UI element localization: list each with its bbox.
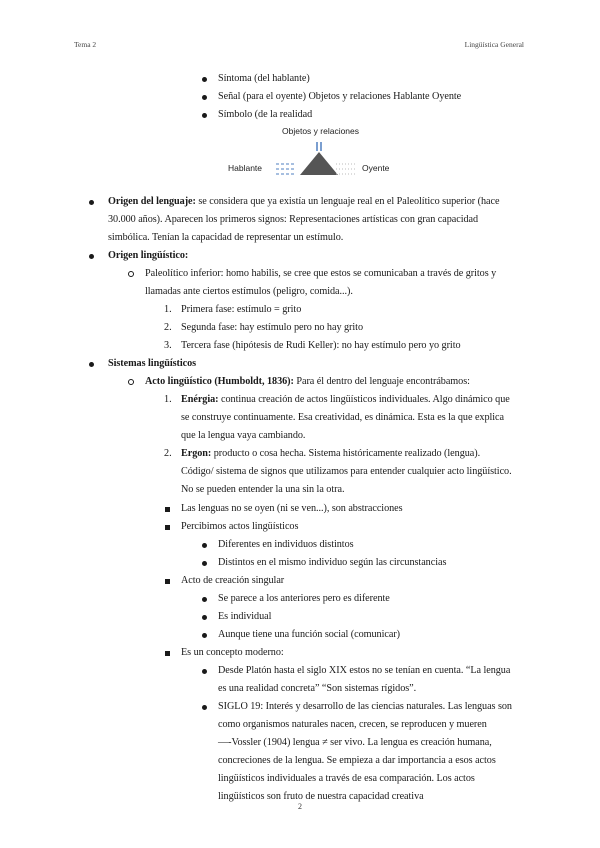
percibimos: Percibimos actos lingüísticos (181, 521, 299, 532)
acto-title: Acto lingüístico (Humboldt, 1836): (145, 376, 294, 387)
moderno-item2-line-6: lingüísticos son fruto de nuestra capacidad creativa (218, 791, 424, 802)
bullet-icon (89, 254, 94, 259)
acto-line (145, 373, 470, 391)
origen-linguistico-title-text: Origen lingüístico: (108, 250, 189, 261)
square-bullet-icon (165, 651, 170, 656)
moderno-item2-line-2: como organismos naturales nacen, crecen, se reproducen y mueren (218, 719, 487, 730)
creacion-item-2: Es individual (218, 611, 272, 622)
bullet-icon (89, 362, 94, 367)
moderno-item2-line-5: lingüísticos individuales a través de esa comparación. Los actos (218, 773, 475, 784)
energia-line-3: que la lengua vaya cambiando. (181, 430, 306, 441)
ergon-line-3: No se pueden entender la una sin la otra. (181, 484, 345, 495)
moderno-item2-line-1: SIGLO 19: Interés y desarrollo de las ciencias naturales. Las lenguas son (218, 701, 512, 712)
bullet-icon (202, 561, 207, 566)
phase-text: Segunda fase: hay estímulo pero no hay grito (181, 322, 363, 333)
circle-bullet-icon (128, 271, 134, 277)
square-bullet-icon (165, 579, 170, 584)
bullet-icon (202, 113, 207, 118)
circle-bullet-icon (128, 379, 134, 385)
origen-linguistico-title (108, 247, 188, 265)
bullet-icon (202, 95, 207, 100)
bullet-icon (202, 615, 207, 620)
diagram-triangle (224, 122, 404, 182)
energia-text: continua creación de actos lingüísticos individuales. Algo dinámico que (218, 394, 510, 405)
bullet-icon (202, 669, 207, 674)
sistemas-title-text: Sistemas lingüísticos (108, 358, 197, 369)
ergon-label: Ergon: (181, 448, 212, 459)
diagram (224, 122, 404, 182)
creacion: Acto de creación singular (181, 575, 285, 586)
sistemas-title (108, 355, 196, 373)
ergon-num: 2. (164, 448, 172, 459)
moderno-item2-line-3: —-Vossler (1904) lengua ≠ ser vivo. La lengua es creación humana, (218, 737, 492, 748)
phase-text: Tercera fase (hipótesis de Rudi Keller): no hay estímulo pero yo grito (181, 340, 461, 351)
ergon-line-1 (181, 445, 480, 463)
origen-linguistico-sub-1: Paleolítico inferior: homo habilis, se cree que estos se comunicaban a través de gritos y (145, 268, 497, 279)
diagram-right-label: Oyente (362, 163, 390, 173)
percibimos-item-2: Distintos en el mismo individuo según las circunstancias (218, 557, 447, 568)
energia-line-1 (181, 391, 510, 409)
percibimos-item-1: Diferentes en individuos distintos (218, 539, 354, 550)
page-number: 2 (298, 802, 302, 811)
origen-lenguaje-line-2: 30.000 años). Aparecen los primeros signos: Representaciones artísticas con gran capacidad (108, 214, 479, 225)
bullet-icon (202, 543, 207, 548)
energia-label: Enérgia: (181, 394, 219, 405)
phase-num: 3. (164, 340, 172, 351)
origen-linguistico-sub-2: llamadas ante ciertos estímulos (peligro, comida...). (145, 286, 353, 297)
creacion-item-1: Se parece a los anteriores pero es diferente (218, 593, 390, 604)
moderno-item2-line-4: concreciones de la lengua. Se empieza a dar importancia a esos actos (218, 755, 496, 766)
bullet-icon (202, 597, 207, 602)
moderno-item1-line-2: es una realidad concreta” “Son sistemas rígidos”. (218, 683, 417, 694)
square-bullet-icon (165, 525, 170, 530)
header-right: Lingüística General (464, 40, 524, 49)
phase-text: Primera fase: estímulo = grito (181, 304, 302, 315)
bullet-icon (89, 200, 94, 205)
diagram-left-label: Hablante (228, 163, 263, 173)
moderno-item1-line-1: Desde Platón hasta el siglo XIX estos no se tenían en cuenta. “La lengua (218, 665, 511, 676)
header-left: Tema 2 (74, 40, 97, 49)
top-bullet-2: Señal (para el oyente) Objetos y relaciones Hablante Oyente (218, 91, 462, 102)
bullet-icon (202, 705, 207, 710)
square-bullet-icon (165, 507, 170, 512)
energia-num: 1. (164, 394, 172, 405)
no-se-oyen: Las lenguas no se oyen (ni se ven...), son abstracciones (181, 503, 403, 514)
origen-lenguaje-text: se considera que ya existía un lenguaje real en el Paleolítico superior (hace (195, 196, 500, 207)
phase-num: 1. (164, 304, 172, 315)
origen-lenguaje-line-3: simbólica. Tenían la capacidad de representar un estímulo. (108, 232, 344, 243)
ergon-text: producto o cosa hecha. Sistema históricamente realizado (lengua). (211, 448, 481, 459)
origen-lenguaje-title: Origen del lenguaje: (108, 196, 196, 207)
top-bullet-1: Síntoma (del hablante) (218, 73, 310, 84)
moderno: Es un concepto moderno: (181, 647, 284, 658)
diagram-top-label: Objetos y relaciones (282, 126, 360, 136)
acto-text: Para él dentro del lenguaje encontrábamos: (293, 376, 470, 387)
top-bullet-3: Símbolo (de la realidad (218, 109, 313, 120)
bullet-icon (202, 77, 207, 82)
phase-num: 2. (164, 322, 172, 333)
origen-lenguaje-line-1 (108, 193, 499, 211)
bullet-icon (202, 633, 207, 638)
creacion-item-3: Aunque tiene una función social (comunicar) (218, 629, 401, 640)
energia-line-2: se construye continuamente. Esa creatividad, es dinámica. Esta es la que explica (181, 412, 505, 423)
ergon-line-2: Código/ sistema de signos que utilizamos para entender cualquier acto lingüístico. (181, 466, 512, 477)
